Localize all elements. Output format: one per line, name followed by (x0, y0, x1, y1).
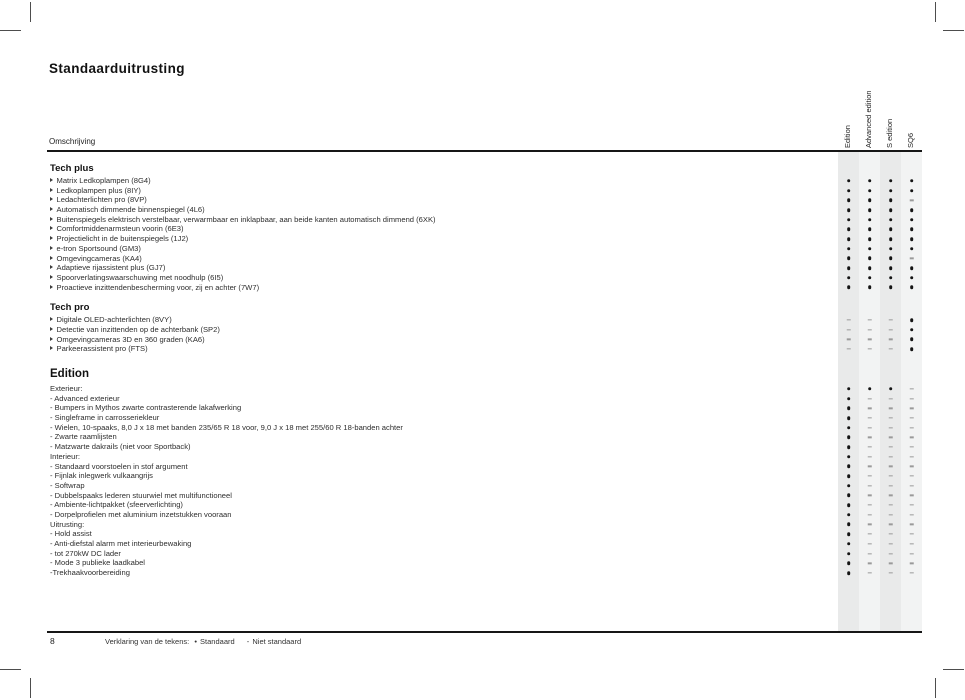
not-standard-dash-mark (867, 563, 872, 564)
not-standard-dash-mark (867, 437, 872, 438)
table-row (47, 384, 922, 394)
not-standard-dash-mark (888, 485, 893, 486)
not-standard-dash-mark (888, 427, 893, 428)
standard-dot-mark (868, 257, 872, 261)
column-header-advanced-edition: Advanced edition (864, 90, 873, 148)
row-label: - Zwarte raamlijsten (50, 432, 117, 442)
not-standard-dash-mark (867, 485, 872, 486)
not-standard-dash-mark (888, 534, 893, 535)
table-row (47, 215, 922, 225)
not-standard-dash-mark (867, 417, 872, 418)
table-header-rule (47, 150, 922, 152)
standard-dot-mark (847, 426, 851, 430)
row-label: Spoorverlatingswaarschuwing met noodhulp (6I5) (47, 273, 223, 283)
not-standard-dash-mark (867, 408, 872, 409)
standard-dot-mark (910, 286, 914, 290)
standard-dot-mark (868, 276, 872, 280)
not-standard-dash-mark (888, 339, 893, 340)
bullet-arrow-icon (50, 207, 53, 211)
standard-dot-mark (847, 276, 851, 280)
row-label: Parkeerassistent pro (FTS) (47, 344, 148, 354)
not-standard-dash-mark (909, 572, 914, 573)
not-standard-dash-mark (909, 456, 914, 457)
not-standard-label: Niet standaard (252, 637, 302, 646)
table-row (47, 413, 922, 423)
not-standard-dash-mark (867, 543, 872, 544)
standard-dot-mark (847, 286, 851, 290)
not-standard-dash-mark (888, 437, 893, 438)
not-standard-dash-mark (888, 456, 893, 457)
row-label: Interieur: (50, 451, 80, 461)
standard-dot-mark (868, 179, 872, 183)
equipment-table (47, 160, 922, 578)
standard-dot-mark (847, 561, 851, 565)
not-standard-dash-mark (867, 446, 872, 447)
table-row (47, 205, 922, 215)
not-standard-dash-mark (909, 495, 914, 496)
row-label: - Fijnlak inlegwerk vulkaangrijs (50, 471, 153, 481)
standard-dot-mark (889, 208, 893, 212)
standard-dot-mark (847, 218, 851, 222)
bullet-arrow-icon (50, 246, 53, 250)
section-tech-plus (47, 160, 922, 292)
not-standard-dash-mark (909, 417, 914, 418)
not-standard-dash-mark (867, 524, 872, 525)
standard-dot-mark (847, 416, 851, 420)
standard-dot-mark (868, 266, 872, 270)
not-standard-dash-mark (867, 514, 872, 515)
not-standard-dash-mark (909, 200, 914, 201)
not-standard-dash-mark (846, 339, 851, 340)
table-row (47, 186, 922, 196)
table-row (47, 568, 922, 578)
table-row (47, 558, 922, 568)
standard-dot-mark (847, 208, 851, 212)
row-label: - Mode 3 publieke laadkabel (50, 558, 145, 568)
table-row (47, 224, 922, 234)
not-standard-dash-mark (867, 456, 872, 457)
standard-dot-mark (847, 257, 851, 261)
not-standard-dash-mark (888, 553, 893, 554)
page-number: 8 (50, 636, 55, 646)
bullet-arrow-icon (50, 217, 53, 221)
row-label: Detectie van inzittenden op de achterbank (SP2) (47, 325, 220, 335)
not-standard-dash-mark (888, 466, 893, 467)
standard-dot-mark (910, 247, 914, 251)
row-label: - Hold assist (50, 529, 92, 539)
row-label: Omgevingcameras 3D en 360 graden (KA6) (47, 335, 205, 345)
standard-dot-mark (889, 276, 893, 280)
crop-mark-bottom-right-horizontal (943, 669, 964, 670)
not-standard-dash-mark (888, 319, 893, 320)
bullet-arrow-icon (50, 275, 53, 279)
row-label: Proactieve inzittendenbescherming voor, zij en achter (7W7) (47, 283, 259, 293)
standard-dot-mark (889, 227, 893, 231)
table-row (47, 244, 922, 254)
standard-dot-mark (847, 484, 851, 488)
not-standard-dash-mark (909, 514, 914, 515)
table-row (47, 195, 922, 205)
row-label: - Matzwarte dakrails (niet voor Sportback) (50, 442, 191, 452)
bullet-arrow-icon (50, 346, 53, 350)
table-row (47, 344, 922, 354)
crop-mark-top-right-vertical (935, 2, 936, 22)
standard-dot-symbol: • (194, 637, 197, 646)
standard-dot-mark (910, 189, 914, 193)
standard-dot-mark (910, 276, 914, 280)
standard-label: Standaard (200, 637, 235, 646)
table-row (47, 510, 922, 520)
table-row (47, 254, 922, 264)
not-standard-dash-mark (867, 572, 872, 573)
bullet-arrow-icon (50, 285, 53, 289)
table-row (47, 394, 922, 404)
table-row (47, 176, 922, 186)
section-tech-pro (47, 299, 922, 354)
bullet-arrow-icon (50, 197, 53, 201)
not-standard-dash-mark (867, 504, 872, 505)
row-label: Digitale OLED-achterlichten (8VY) (47, 315, 172, 325)
table-row (47, 283, 922, 293)
standard-dot-mark (847, 227, 851, 231)
row-label: Buitenspiegels elektrisch verstelbaar, verwarmbaar en inklapbaar, aan beide kanten automatisch dimmend (6XK) (47, 215, 436, 225)
legend (105, 637, 304, 646)
standard-dot-mark (868, 286, 872, 290)
not-standard-dash-mark (867, 349, 872, 350)
standard-dot-mark (868, 218, 872, 222)
standard-dot-mark (847, 266, 851, 270)
table-row (47, 442, 922, 452)
table-row (47, 263, 922, 273)
not-standard-dash-mark (867, 427, 872, 428)
not-standard-dash-mark (867, 534, 872, 535)
legend-label: Verklaring van de tekens: (105, 637, 190, 646)
bullet-arrow-icon (50, 317, 53, 321)
not-standard-dash-mark (909, 388, 914, 389)
not-standard-dash-mark (867, 495, 872, 496)
row-label: - Softwrap (50, 480, 85, 490)
standard-dot-mark (847, 189, 851, 193)
not-standard-dash-mark (888, 524, 893, 525)
row-label: - Ambiente-lichtpakket (sfeerverlichting) (50, 500, 183, 510)
section-title: Edition (50, 368, 89, 380)
standard-dot-mark (910, 347, 914, 351)
standard-dot-mark (868, 227, 872, 231)
standard-dot-mark (889, 387, 893, 391)
standard-dot-mark (847, 474, 851, 478)
table-row (47, 234, 922, 244)
not-standard-dash-mark (867, 339, 872, 340)
not-standard-dash-mark (909, 427, 914, 428)
table-row (47, 325, 922, 335)
not-standard-dash-mark (867, 466, 872, 467)
standard-dot-mark (847, 397, 851, 401)
description-column-header: Omschrijving (49, 137, 96, 146)
not-standard-dash-mark (909, 437, 914, 438)
row-label: - Singleframe in carrosseriekleur (50, 413, 160, 423)
row-label: - Anti-diefstal alarm met interieurbewaking (50, 539, 192, 548)
not-standard-dash-mark (909, 466, 914, 467)
not-standard-dash-mark (909, 475, 914, 476)
not-standard-dash-mark (888, 408, 893, 409)
bullet-arrow-icon (50, 226, 53, 230)
standard-dot-mark (868, 247, 872, 251)
not-standard-dash-mark (888, 398, 893, 399)
table-row (47, 315, 922, 325)
table-row (47, 481, 922, 491)
standard-dot-mark (847, 523, 851, 527)
standard-dot-mark (910, 208, 914, 212)
column-header-edition: Edition (843, 125, 852, 148)
row-label: - Dubbelspaaks lederen stuurwiel met multifunctioneel (50, 490, 232, 500)
standard-dot-mark (910, 227, 914, 231)
table-row (47, 529, 922, 539)
row-label: Comfortmiddenarmsteun voorin (6E3) (47, 224, 184, 234)
not-standard-dash-mark (867, 475, 872, 476)
not-standard-dash-mark (888, 495, 893, 496)
table-row (47, 452, 922, 462)
row-label: -Trekhaakvoorbereiding (50, 568, 130, 578)
not-standard-dash-mark (846, 319, 851, 320)
not-standard-dash-mark (909, 563, 914, 564)
standard-dot-mark (847, 435, 851, 439)
section-title: Tech plus (50, 163, 94, 174)
row-label: Omgevingcameras (KA4) (47, 254, 142, 264)
not-standard-dash-mark (909, 446, 914, 447)
not-standard-dash-mark (909, 398, 914, 399)
not-standard-dash-mark (909, 534, 914, 535)
table-row (47, 462, 922, 472)
not-standard-dash-mark (888, 446, 893, 447)
standard-dot-mark (910, 179, 914, 183)
crop-mark-bottom-left-vertical (30, 678, 31, 698)
row-label: - tot 270kW DC lader (50, 548, 121, 558)
row-label: Automatisch dimmende binnenspiegel (4L6) (47, 205, 205, 215)
bullet-arrow-icon (50, 188, 53, 192)
column-header-s-edition: S edition (885, 118, 894, 148)
not-standard-dash-mark (888, 514, 893, 515)
row-label: e-tron Sportsound (GM3) (47, 244, 141, 254)
row-label: - Advanced exterieur (50, 393, 120, 403)
standard-dot-mark (889, 218, 893, 222)
standard-dot-mark (847, 494, 851, 498)
not-standard-dash-mark (909, 524, 914, 525)
standard-dot-mark (847, 445, 851, 449)
bullet-arrow-icon (50, 337, 53, 341)
table-footer-rule (47, 631, 922, 633)
standard-dot-mark (910, 218, 914, 222)
row-label: - Dorpelprofielen met aluminium inzetstukken vooraan (50, 509, 232, 519)
standard-dot-mark (847, 455, 851, 459)
not-standard-dash-mark (888, 475, 893, 476)
standard-dot-mark (847, 532, 851, 536)
not-standard-dash-mark (867, 329, 872, 330)
not-standard-dash-mark (888, 572, 893, 573)
not-standard-dash-mark (888, 349, 893, 350)
row-label: Projectielicht in de buitenspiegels (1J2) (47, 234, 188, 244)
row-label: Adaptieve rijassistent plus (GJ7) (47, 263, 165, 273)
table-row (47, 335, 922, 345)
standard-dot-mark (847, 513, 851, 517)
standard-dot-mark (889, 257, 893, 261)
standard-dot-mark (868, 198, 872, 202)
bullet-arrow-icon (50, 236, 53, 240)
standard-dot-mark (847, 198, 851, 202)
standard-dot-mark (847, 387, 851, 391)
section-edition (47, 363, 922, 578)
not-standard-dash-symbol: - (246, 637, 250, 646)
table-row (47, 273, 922, 283)
standard-dot-mark (868, 237, 872, 241)
not-standard-dash-mark (909, 553, 914, 554)
not-standard-dash-mark (867, 398, 872, 399)
not-standard-dash-mark (909, 543, 914, 544)
table-row (47, 403, 922, 413)
not-standard-dash-mark (888, 563, 893, 564)
bullet-arrow-icon (50, 265, 53, 269)
crop-mark-top-left-vertical (30, 2, 31, 22)
table-row (47, 471, 922, 481)
table-row (47, 520, 922, 530)
standard-dot-mark (847, 542, 851, 546)
standard-dot-mark (910, 266, 914, 270)
table-row (47, 423, 922, 433)
standard-dot-mark (889, 286, 893, 290)
not-standard-dash-mark (846, 349, 851, 350)
standard-dot-mark (910, 237, 914, 241)
not-standard-dash-mark (888, 417, 893, 418)
column-header-sq6: SQ6 (906, 132, 915, 148)
table-row (47, 500, 922, 510)
bullet-arrow-icon (50, 178, 53, 182)
bullet-arrow-icon (50, 256, 53, 260)
standard-dot-mark (847, 237, 851, 241)
crop-mark-bottom-left-horizontal (0, 669, 21, 670)
standard-dot-mark (910, 328, 914, 332)
crop-mark-top-right-horizontal (943, 30, 964, 31)
row-label: - Bumpers in Mythos zwarte contrasterende lakafwerking (50, 403, 242, 413)
row-label: Uitrusting: (50, 519, 85, 529)
row-label: Exterieur: (50, 384, 83, 393)
not-standard-dash-mark (909, 408, 914, 409)
standard-dot-mark (889, 179, 893, 183)
table-row (47, 539, 922, 549)
row-label: - Wielen, 10-spaaks, 8,0 J x 18 met banden 235/65 R 18 voor, 9,0 J x 18 met 255/60 R 18-banden achter (50, 422, 403, 432)
table-row (47, 491, 922, 501)
table-row (47, 432, 922, 442)
standard-dot-mark (889, 198, 893, 202)
standard-dot-mark (847, 465, 851, 469)
page-title: Standaarduitrusting (49, 61, 185, 76)
not-standard-dash-mark (888, 329, 893, 330)
row-label: Matrix Ledkoplampen (8G4) (47, 176, 151, 186)
not-standard-dash-mark (888, 504, 893, 505)
standard-dot-mark (847, 247, 851, 251)
not-standard-dash-mark (909, 504, 914, 505)
not-standard-dash-mark (867, 553, 872, 554)
not-standard-dash-mark (909, 258, 914, 259)
standard-dot-mark (889, 266, 893, 270)
bullet-arrow-icon (50, 327, 53, 331)
not-standard-dash-mark (909, 485, 914, 486)
not-standard-dash-mark (888, 543, 893, 544)
standard-dot-mark (868, 189, 872, 193)
crop-mark-top-left-horizontal (0, 30, 21, 31)
section-title: Tech pro (50, 302, 90, 314)
standard-dot-mark (847, 503, 851, 507)
standard-dot-mark (889, 237, 893, 241)
standard-dot-mark (889, 189, 893, 193)
row-label: - Standaard voorstoelen in stof argument (50, 461, 188, 471)
standard-dot-mark (868, 208, 872, 212)
not-standard-dash-mark (846, 329, 851, 330)
standard-dot-mark (847, 406, 851, 410)
standard-dot-mark (889, 247, 893, 251)
row-label: Ledkoplampen plus (8IY) (47, 186, 141, 196)
standard-dot-mark (910, 338, 914, 342)
crop-mark-bottom-right-vertical (935, 678, 936, 698)
table-row (47, 549, 922, 559)
row-label: Ledachterlichten pro (8VP) (47, 195, 147, 205)
standard-dot-mark (910, 318, 914, 322)
standard-dot-mark (847, 552, 851, 556)
not-standard-dash-mark (867, 319, 872, 320)
standard-dot-mark (847, 571, 851, 575)
standard-dot-mark (868, 387, 872, 391)
standard-dot-mark (847, 179, 851, 183)
